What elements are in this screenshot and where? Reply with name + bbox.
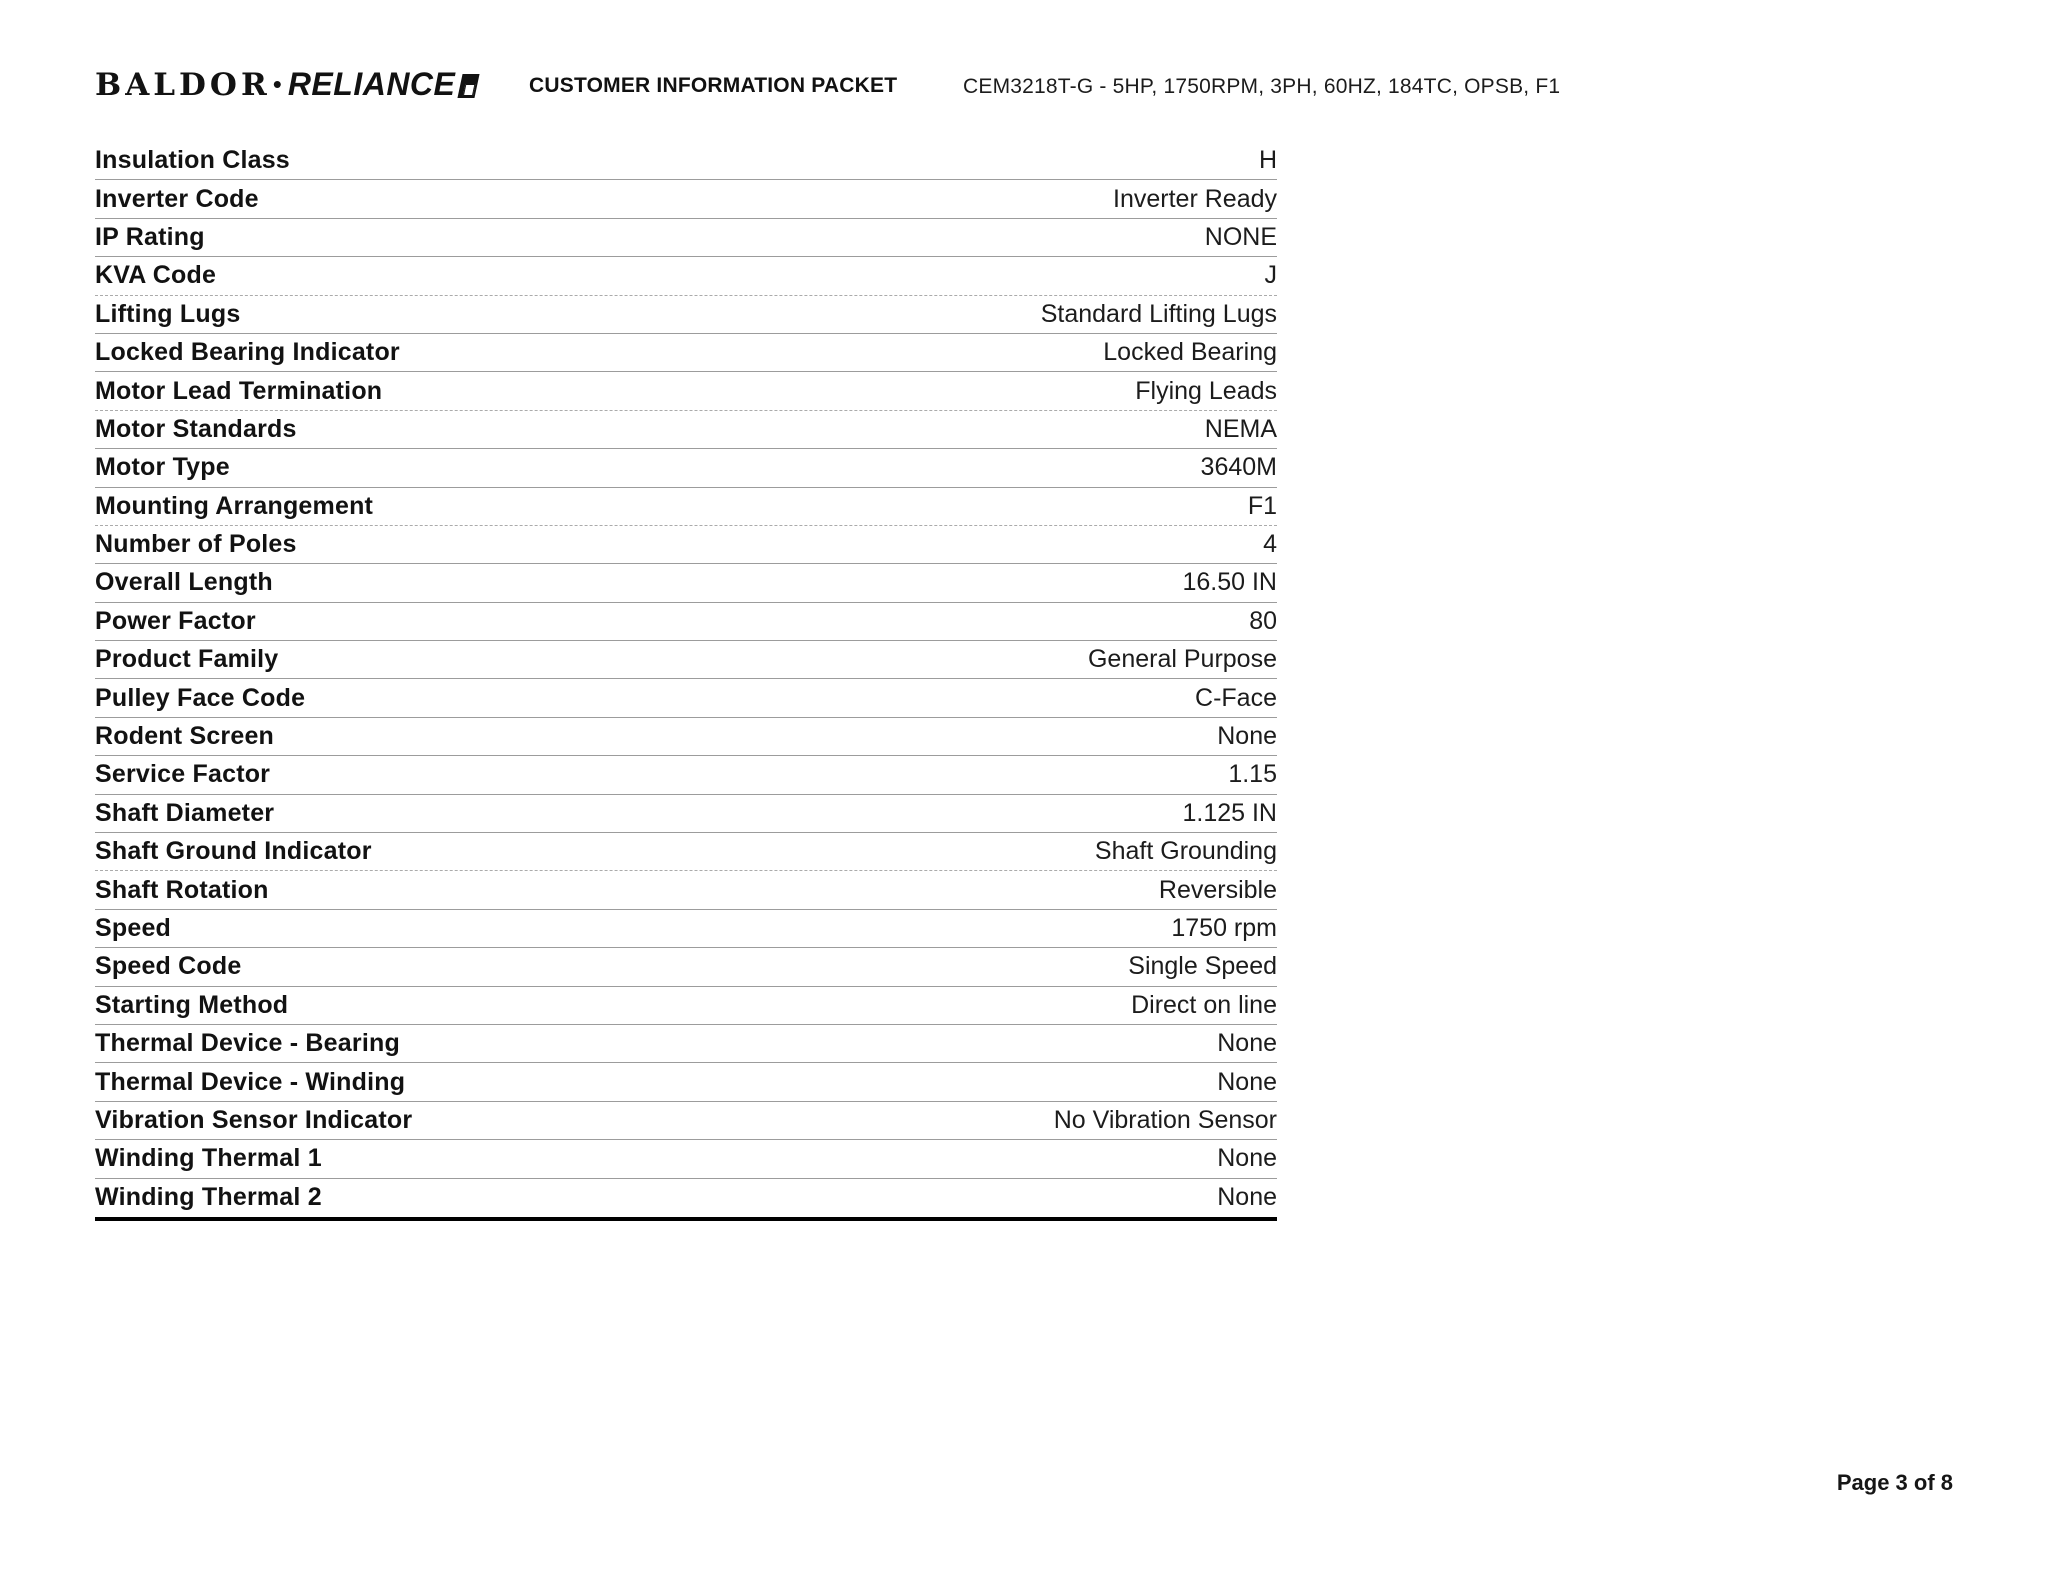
spec-value: J [1264, 261, 1277, 290]
spec-value: General Purpose [1087, 645, 1277, 674]
spec-row [95, 1179, 1277, 1217]
spec-row [95, 1102, 1277, 1140]
spec-row [95, 372, 1277, 410]
spec-label: Thermal Device - Winding [95, 1067, 406, 1096]
spec-value: Direct on line [1131, 990, 1277, 1019]
logo-separator-dot: • [272, 69, 282, 99]
baldor-reliance-logo [95, 66, 477, 103]
spec-value: None [1217, 722, 1277, 751]
spec-row [95, 718, 1277, 756]
spec-value: 3640M [1200, 453, 1277, 482]
spec-value: Shaft Grounding [1094, 837, 1277, 866]
spec-row [95, 488, 1277, 526]
spec-label: Rodent Screen [95, 722, 275, 751]
spec-row [95, 756, 1277, 794]
spec-row [95, 1140, 1277, 1178]
spec-label: Shaft Rotation [95, 875, 269, 904]
spec-value: 4 [1263, 530, 1277, 559]
spec-label: Shaft Diameter [95, 798, 275, 827]
spec-value: 1.125 IN [1182, 798, 1277, 827]
spec-label: Lifting Lugs [95, 299, 241, 328]
spec-row [95, 296, 1277, 334]
spec-value: Flying Leads [1135, 376, 1277, 405]
spec-label: Service Factor [95, 760, 271, 789]
spec-row [95, 334, 1277, 372]
spec-row [95, 526, 1277, 564]
spec-value: NONE [1204, 222, 1277, 251]
spec-label: KVA Code [95, 261, 217, 290]
spec-table [95, 142, 1277, 1221]
spec-row [95, 564, 1277, 602]
spec-label: Motor Lead Termination [95, 376, 383, 405]
spec-value: Standard Lifting Lugs [1040, 299, 1277, 328]
spec-label: Overall Length [95, 568, 273, 597]
spec-label: Power Factor [95, 606, 256, 635]
spec-label: Locked Bearing Indicator [95, 338, 400, 367]
spec-value: 16.50 IN [1182, 568, 1277, 597]
spec-row [95, 679, 1277, 717]
spec-row [95, 948, 1277, 986]
product-code: CEM3218T-G - 5HP, 1750RPM, 3PH, 60HZ, 184TC, OPSB, F1 [963, 75, 1561, 98]
spec-value: 1750 rpm [1171, 914, 1277, 942]
spec-value: None [1217, 1067, 1277, 1096]
spec-value: Inverter Ready [1113, 184, 1277, 213]
spec-label: Inverter Code [95, 184, 259, 213]
spec-value: 1.15 [1228, 760, 1277, 789]
spec-row [95, 142, 1277, 180]
spec-value: None [1217, 1029, 1277, 1058]
spec-value: F1 [1247, 491, 1277, 520]
spec-label: Motor Type [95, 453, 230, 482]
spec-row [95, 910, 1277, 948]
spec-label: Shaft Ground Indicator [95, 837, 372, 866]
spec-value: No Vibration Sensor [1053, 1105, 1277, 1134]
spec-label: Pulley Face Code [95, 683, 306, 712]
spec-label: Insulation Class [95, 146, 290, 175]
spec-label: Vibration Sensor Indicator [95, 1105, 413, 1134]
spec-value: Locked Bearing [1103, 338, 1277, 367]
spec-label: Speed [95, 914, 172, 942]
spec-label: Motor Standards [95, 414, 297, 443]
spec-value: NEMA [1204, 414, 1277, 443]
spec-label: Winding Thermal 1 [95, 1144, 322, 1173]
spec-row [95, 871, 1277, 909]
spec-value: None [1217, 1183, 1277, 1212]
spec-label: Number of Poles [95, 530, 297, 559]
spec-label: Thermal Device - Bearing [95, 1029, 400, 1058]
spec-row [95, 411, 1277, 449]
spec-label: IP Rating [95, 222, 205, 251]
spec-value: 80 [1249, 606, 1277, 635]
spec-row [95, 449, 1277, 487]
spec-row [95, 180, 1277, 218]
spec-label: Product Family [95, 645, 279, 674]
spec-row [95, 1025, 1277, 1063]
spec-row [95, 219, 1277, 257]
page-number: Page 3 of 8 [1836, 1470, 1953, 1495]
spec-label: Speed Code [95, 952, 242, 981]
spec-value: C-Face [1195, 683, 1277, 712]
spec-value: Reversible [1158, 875, 1277, 904]
spec-row [95, 1063, 1277, 1101]
spec-value: H [1258, 146, 1277, 175]
spec-value: Single Speed [1128, 952, 1277, 981]
spec-row [95, 641, 1277, 679]
logo-trademark-icon [458, 74, 480, 98]
spec-label: Starting Method [95, 990, 289, 1019]
spec-label: Mounting Arrangement [95, 491, 374, 520]
logo-reliance-text: RELIANCE [287, 66, 456, 102]
spec-row [95, 795, 1277, 833]
spec-row [95, 987, 1277, 1025]
spec-row [95, 833, 1277, 871]
spec-row [95, 603, 1277, 641]
logo-baldor-text: BALDOR [95, 66, 271, 103]
spec-label: Winding Thermal 2 [95, 1183, 322, 1212]
spec-row [95, 257, 1277, 295]
spec-value: None [1217, 1144, 1277, 1173]
document-title: CUSTOMER INFORMATION PACKET [529, 74, 898, 97]
